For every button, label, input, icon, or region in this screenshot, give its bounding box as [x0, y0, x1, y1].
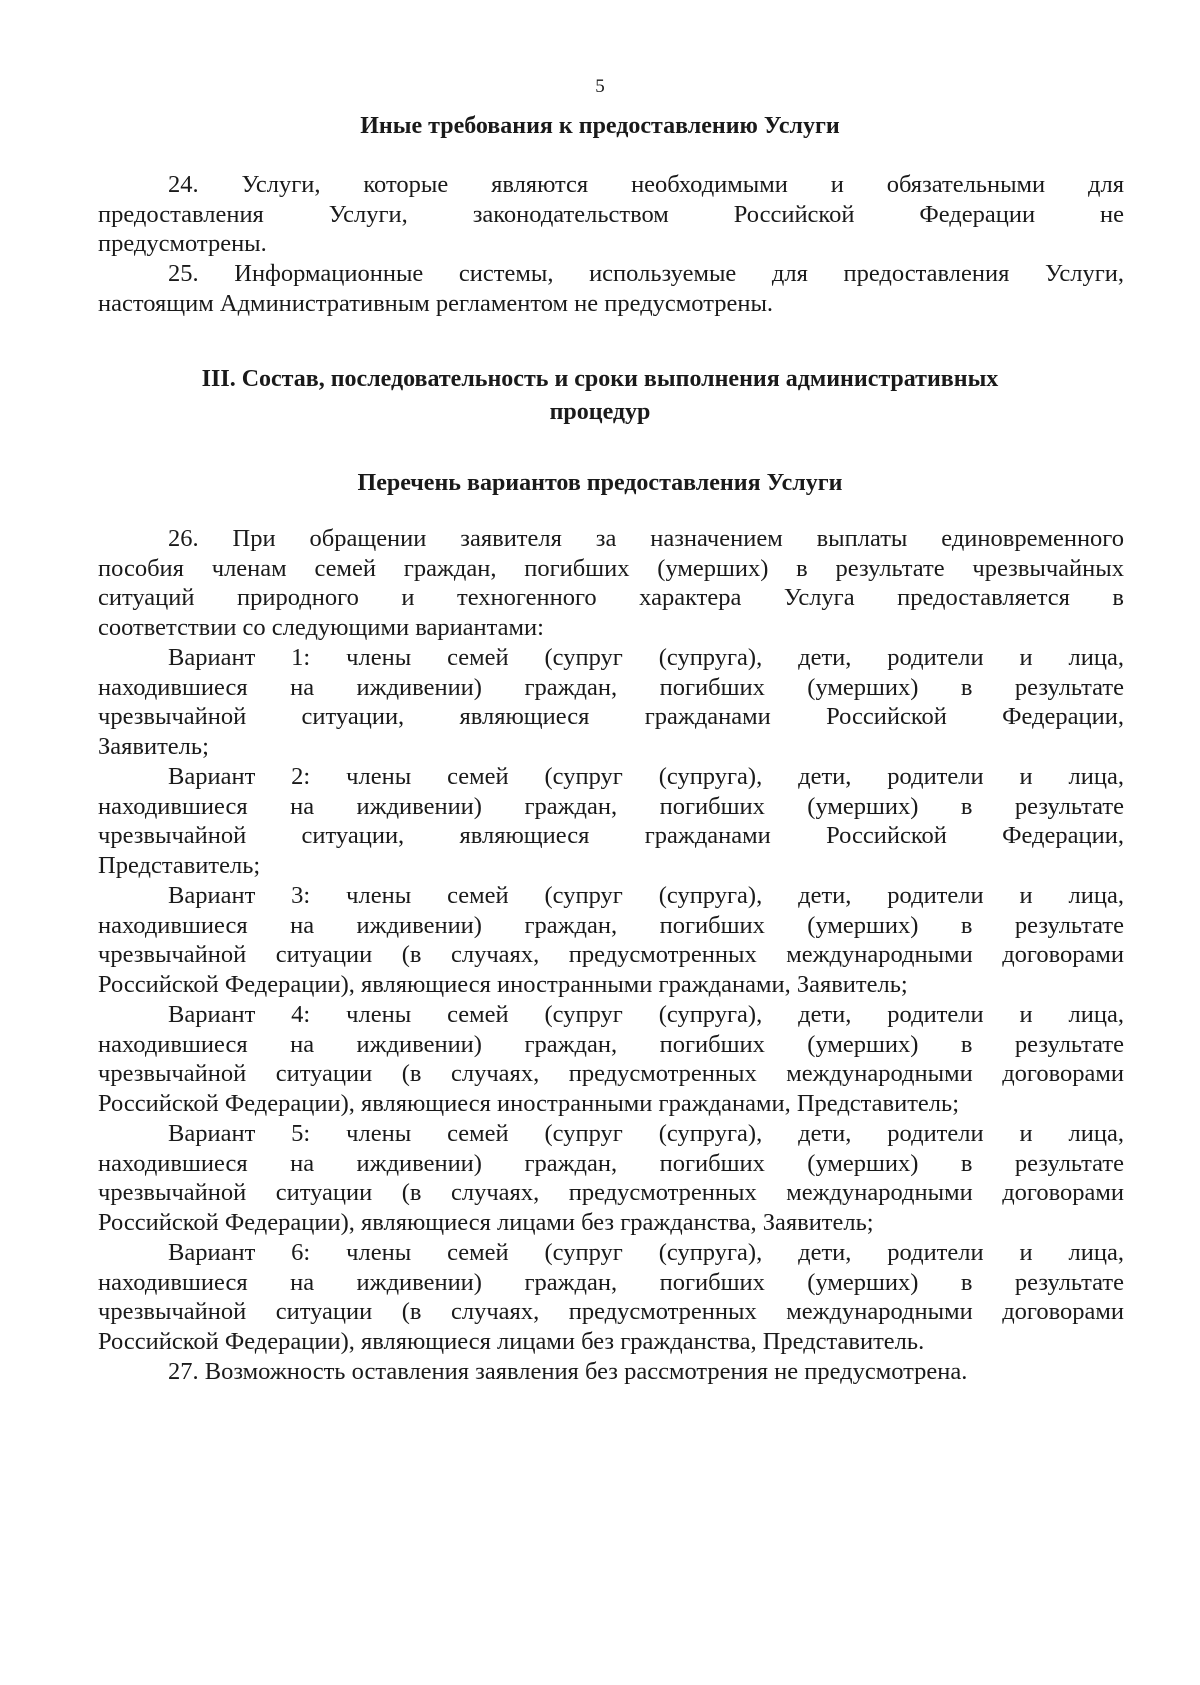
- paragraph-26-line: пособия членам семей граждан, погибших (умерших) в результате чрезвычайных: [98, 554, 1124, 582]
- variant-4-line: Российской Федерации), являющиеся иностранными гражданами, Представитель;: [98, 1089, 960, 1117]
- variant-6-line: Вариант 6: члены семей (супруг (супруга), дети, родители и лица,: [168, 1239, 1124, 1266]
- variant-2: [98, 762, 1124, 880]
- paragraph-26: [98, 524, 1124, 642]
- variant-5: [98, 1119, 1124, 1237]
- paragraph-25-line: настоящим Административным регламентом не предусмотрены.: [98, 289, 774, 317]
- heading-other-requirements: Иные требования к предоставлению Услуги: [360, 113, 840, 139]
- variant-6-line: Российской Федерации), являющиеся лицами без гражданства, Представитель.: [98, 1327, 925, 1355]
- section-title-line: III. Состав, последовательность и сроки выполнения административных: [201, 366, 999, 392]
- paragraph-27-line: 27. Возможность оставления заявления без рассмотрения не предусмотрена.: [168, 1358, 968, 1385]
- variant-3: [98, 881, 1124, 999]
- variant-4: [98, 1000, 1124, 1118]
- variant-5-line: чрезвычайной ситуации (в случаях, предусмотренных международными договорами: [98, 1179, 1124, 1207]
- variant-5-line: Вариант 5: члены семей (супруг (супруга), дети, родители и лица,: [168, 1120, 1124, 1147]
- page-number: 5: [595, 76, 605, 97]
- variant-4-line: Вариант 4: члены семей (супруг (супруга), дети, родители и лица,: [168, 1001, 1124, 1028]
- section-title-line: процедур: [549, 399, 651, 425]
- paragraph-26-line: ситуаций природного и техногенного характера Услуга предоставляется в: [98, 584, 1124, 612]
- paragraph-26-line: 26. При обращении заявителя за назначением выплаты единовременного: [168, 525, 1124, 552]
- variant-5-line: находившиеся на иждивении) граждан, погибших (умерших) в результате: [98, 1149, 1124, 1177]
- variant-1: [98, 643, 1124, 761]
- variant-1-line: Вариант 1: члены семей (супруг (супруга), дети, родители и лица,: [168, 644, 1124, 671]
- variant-3-line: находившиеся на иждивении) граждан, погибших (умерших) в результате: [98, 911, 1124, 939]
- variant-3-line: чрезвычайной ситуации (в случаях, предусмотренных международными договорами: [98, 941, 1124, 969]
- paragraph-26-line: соответствии со следующими вариантами:: [98, 613, 544, 641]
- variant-3-line: Российской Федерации), являющиеся иностранными гражданами, Заявитель;: [98, 970, 908, 998]
- variant-6: [98, 1238, 1124, 1356]
- variant-6-line: чрезвычайной ситуации (в случаях, предусмотренных международными договорами: [98, 1298, 1124, 1326]
- variant-2-line: находившиеся на иждивении) граждан, погибших (умерших) в результате: [98, 792, 1124, 820]
- variant-4-line: находившиеся на иждивении) граждан, погибших (умерших) в результате: [98, 1030, 1124, 1058]
- heading-variants-list: Перечень вариантов предоставления Услуги: [357, 470, 843, 496]
- paragraph-27: [98, 1357, 1124, 1387]
- variant-1-line: Заявитель;: [98, 732, 209, 760]
- variant-2-line: Представитель;: [98, 851, 261, 879]
- variant-1-line: чрезвычайной ситуации, являющиеся гражданами Российской Федерации,: [98, 703, 1124, 731]
- variant-6-line: находившиеся на иждивении) граждан, погибших (умерших) в результате: [98, 1268, 1124, 1296]
- paragraph-25-line: 25. Информационные системы, используемые для предоставления Услуги,: [168, 260, 1124, 287]
- paragraph-24-line: предоставления Услуги, законодательством Российской Федерации не: [98, 200, 1124, 228]
- variant-2-line: чрезвычайной ситуации, являющиеся гражданами Российской Федерации,: [98, 822, 1124, 850]
- variant-5-line: Российской Федерации), являющиеся лицами без гражданства, Заявитель;: [98, 1208, 874, 1236]
- paragraph-24: [98, 170, 1124, 259]
- variant-1-line: находившиеся на иждивении) граждан, погибших (умерших) в результате: [98, 673, 1124, 701]
- paragraph-24-line: предусмотрены.: [98, 230, 267, 258]
- variant-3-line: Вариант 3: члены семей (супруг (супруга), дети, родители и лица,: [168, 882, 1124, 909]
- variant-2-line: Вариант 2: члены семей (супруг (супруга), дети, родители и лица,: [168, 763, 1124, 790]
- paragraph-24-line: 24. Услуги, которые являются необходимыми и обязательными для: [168, 171, 1124, 198]
- variant-4-line: чрезвычайной ситуации (в случаях, предусмотренных международными договорами: [98, 1060, 1124, 1088]
- paragraph-25: [98, 259, 1124, 318]
